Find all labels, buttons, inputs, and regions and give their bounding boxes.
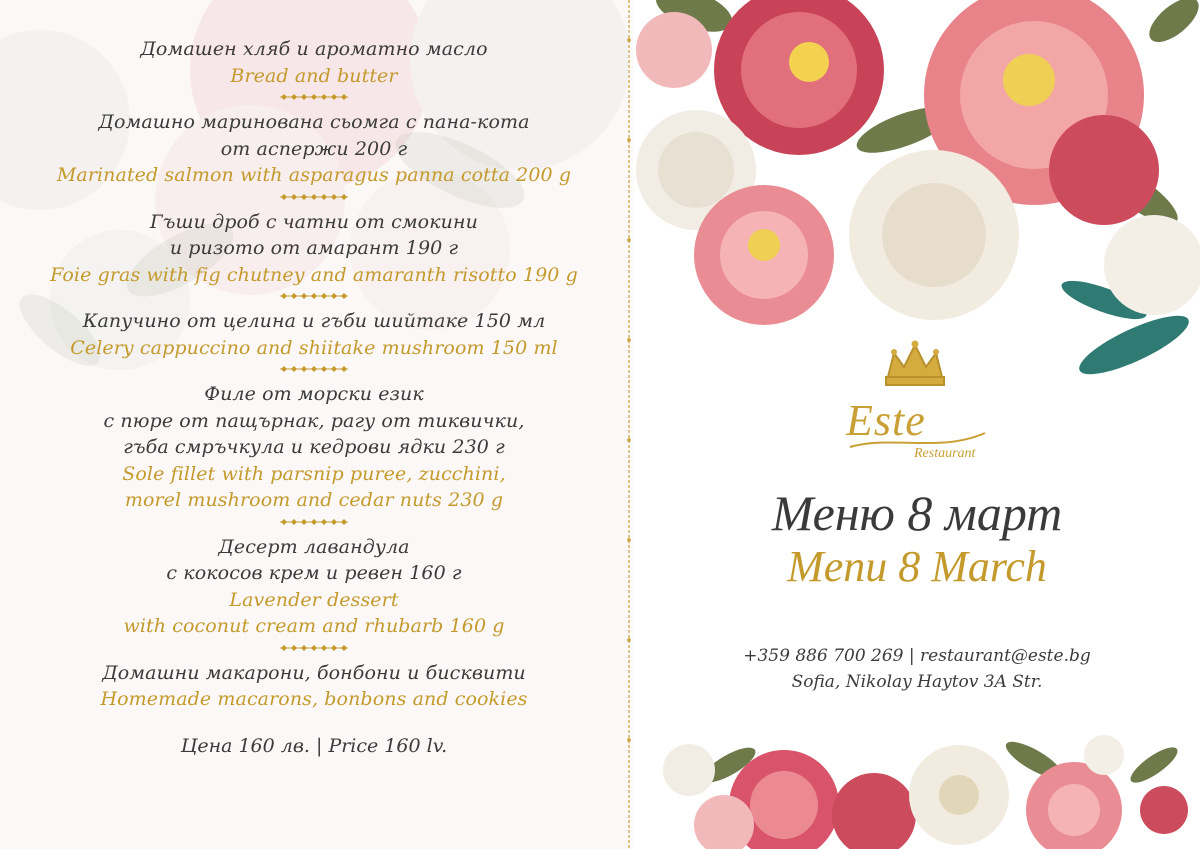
menu-course [0, 308, 628, 361]
course-name-bg: от аспержи 200 г [220, 137, 408, 160]
course-name-en: morel mushroom and cedar nuts 230 g [124, 489, 504, 511]
price-line: Цена 160 лв. | Price 160 lv. [180, 734, 448, 757]
course-name-bg: Капучино от целина и гъби шийтаке 150 мл [82, 310, 546, 332]
course-name-en: with coconut cream and rhubarb 160 g [123, 615, 505, 637]
menu-list [0, 36, 628, 757]
course-name-bg: гъба смръчкула и кедрови ядки 230 г [123, 436, 505, 458]
menu-course [0, 209, 628, 289]
menu-course [0, 36, 628, 89]
ornament-divider [278, 292, 350, 300]
course-name-en: Marinated salmon with asparagus panna cotta 200 g [56, 164, 572, 186]
course-name-bg: с кокосов крем и ревен 160 г [166, 562, 462, 584]
contact-phone-email: +359 886 700 269 | restaurant@este.bg [743, 646, 1091, 666]
cover-page [634, 0, 1200, 849]
menu-course [0, 381, 628, 514]
course-name-en: Foie gras with fig chutney and amaranth risotto 190 g [50, 263, 578, 286]
logo-name: Este [846, 396, 926, 445]
floral-bottom-illustration [634, 725, 1200, 849]
title-bulgarian: Меню 8 март [771, 485, 1063, 541]
course-name-bg: Домашен хляб и ароматно масло [140, 38, 488, 60]
course-name-bg: Гъши дроб с чатни от смокини [150, 210, 478, 233]
menu-course [0, 534, 628, 640]
course-name-en: Celery cappuccino and shiitake mushroom 150 ml [70, 336, 558, 359]
ornament-divider [278, 518, 350, 526]
ornament-divider [278, 644, 350, 652]
menu-course [0, 109, 628, 189]
contact-info [634, 643, 1200, 695]
course-name-bg: Десерт лавандула [218, 535, 410, 558]
title-english: Menu 8 March [787, 542, 1047, 591]
logo-subtitle: Restaurant [914, 446, 976, 461]
course-name-bg: Филе от морски език [204, 383, 424, 405]
ornament-divider [278, 93, 350, 101]
course-name-bg: Домашни макарони, бонбони и бисквити [102, 661, 526, 684]
menu-course [0, 660, 628, 713]
course-name-en: Lavender dessert [229, 588, 399, 611]
course-name-bg: и ризото от амарант 190 г [169, 237, 459, 259]
ornament-divider [278, 193, 350, 201]
ornament-divider [278, 365, 350, 373]
course-name-bg: с пюре от пащърнак, рагу от тиквички, [103, 409, 525, 432]
course-name-en: Bread and butter [230, 64, 398, 87]
contact-address: Sofia, Nikolay Haytov 3A Str. [791, 672, 1043, 692]
course-name-bg: Домашно маринована сьомга с пана-кота [98, 111, 530, 133]
course-name-en: Homemade macarons, bonbons and cookies [100, 688, 528, 710]
course-name-en: Sole fillet with parsnip puree, zucchini, [122, 462, 506, 485]
center-divider [624, 0, 634, 849]
